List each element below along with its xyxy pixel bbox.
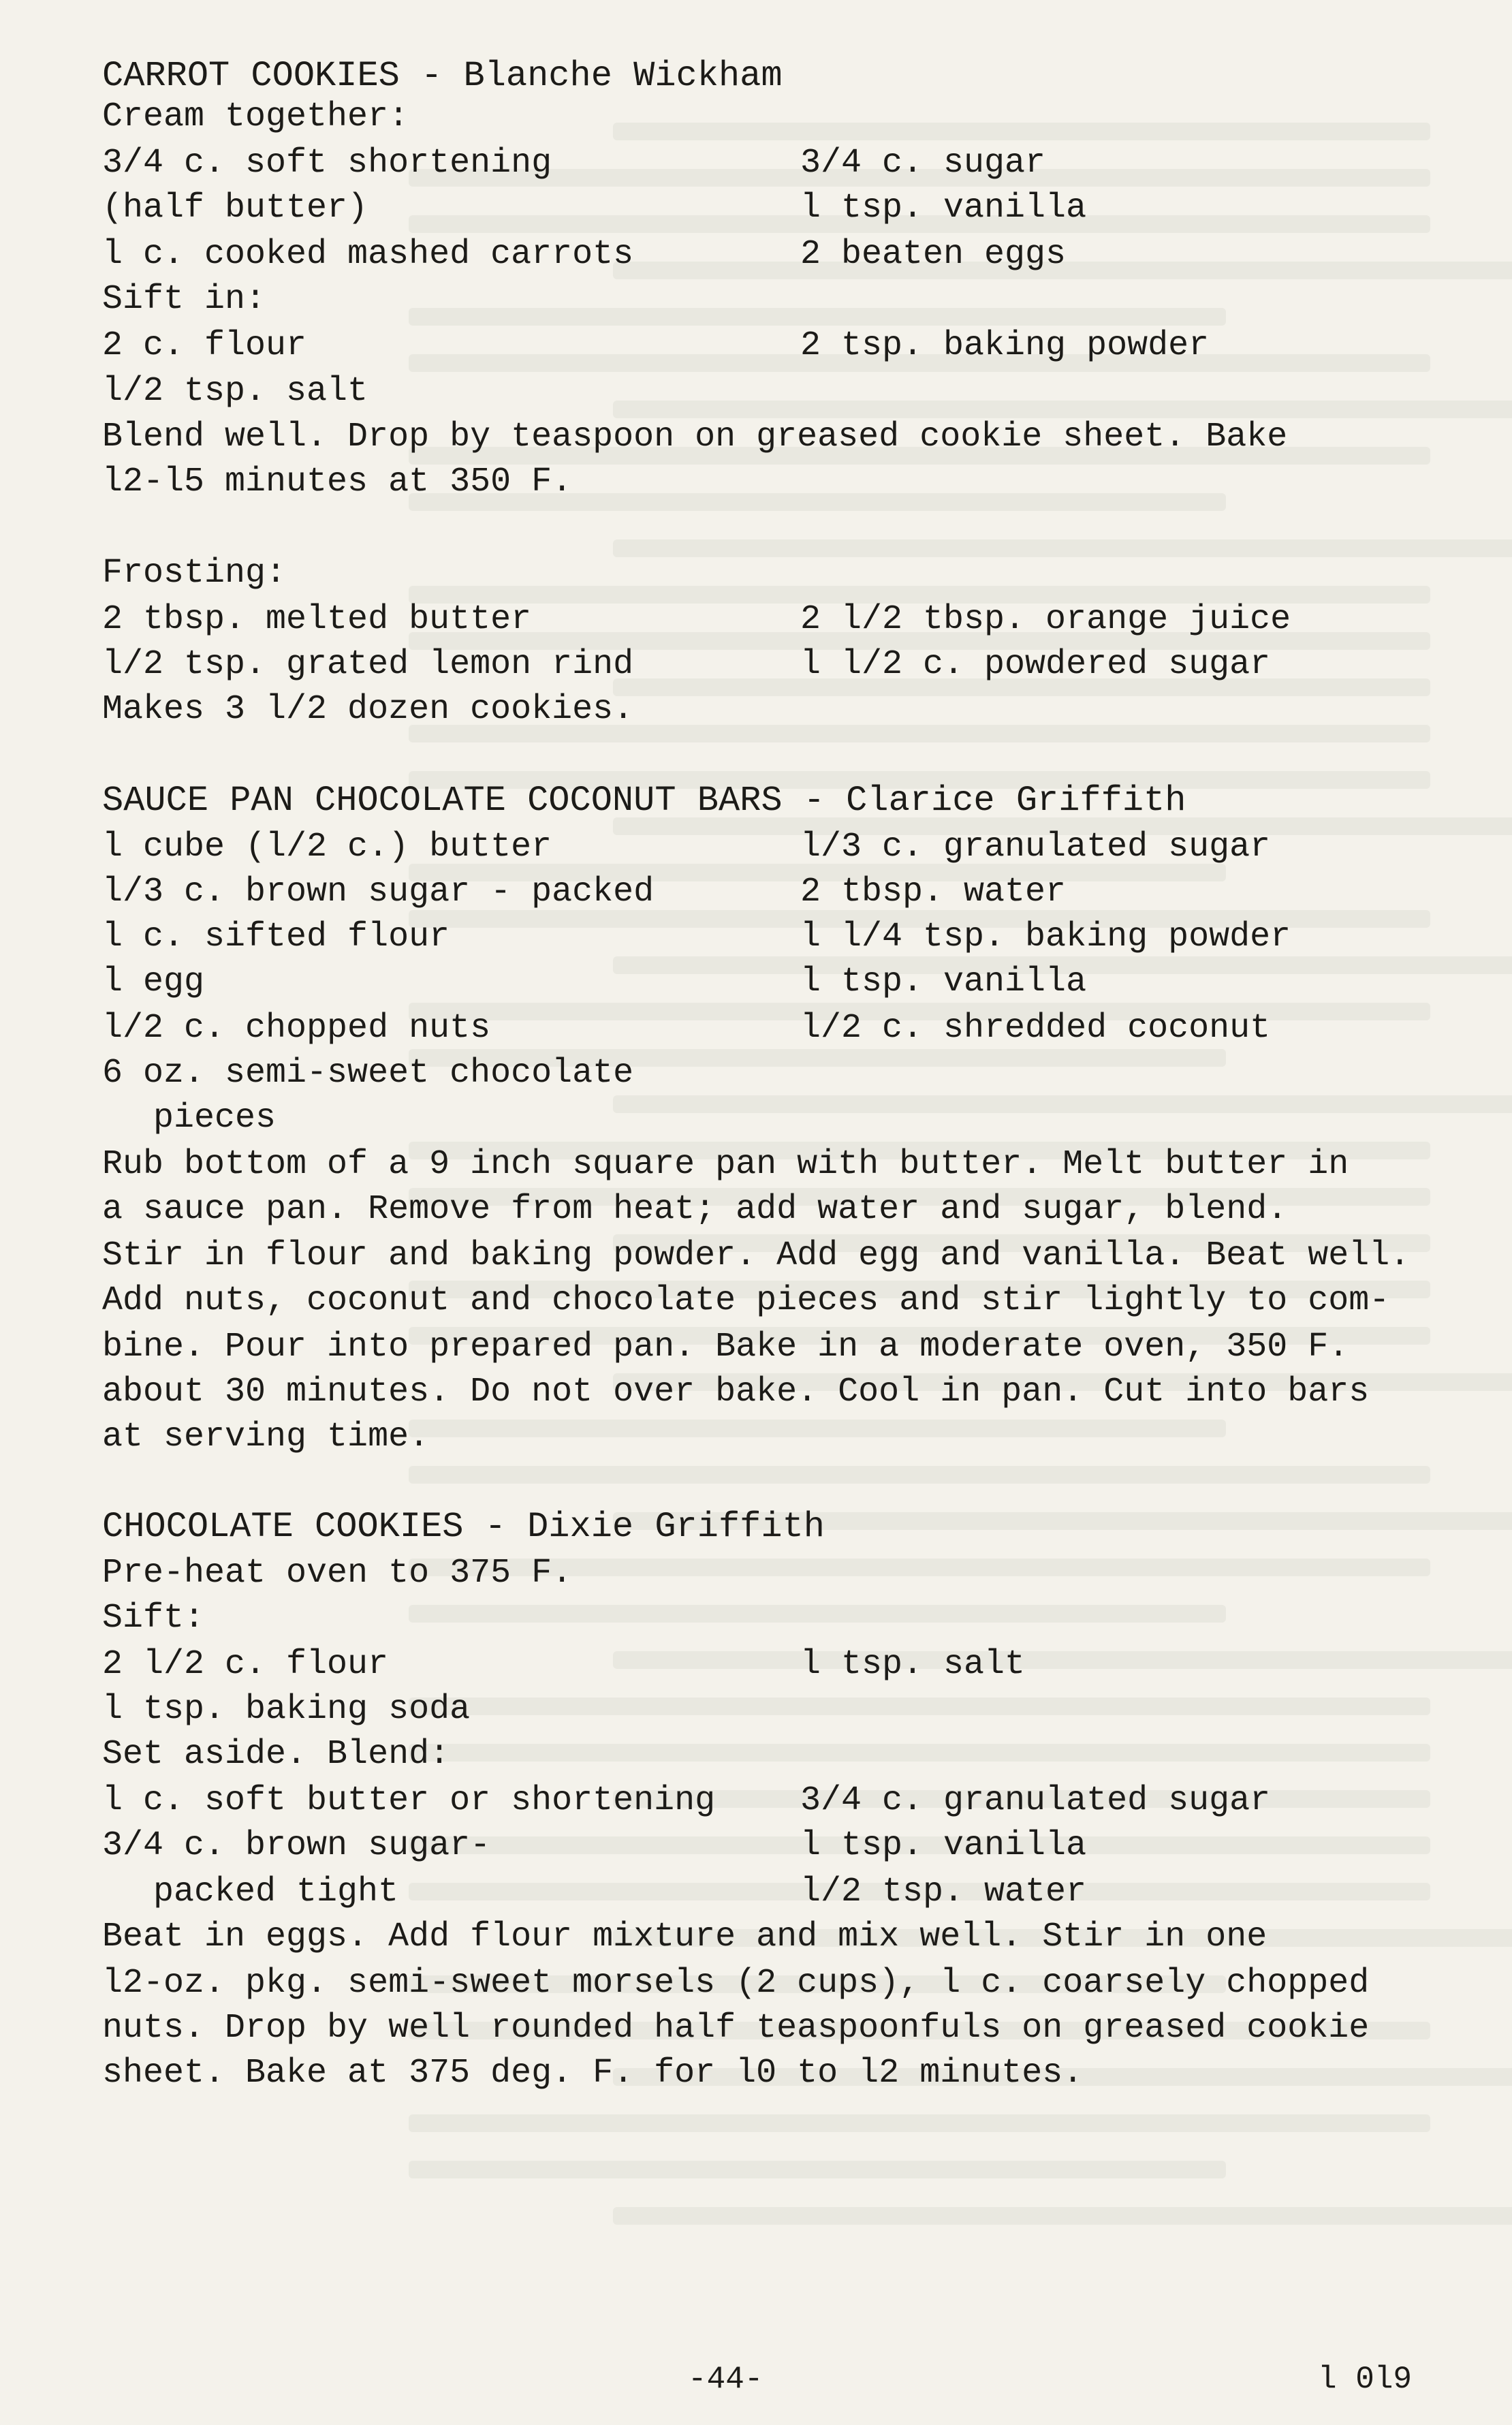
ingredient: 2 tbsp. water	[800, 873, 1067, 911]
ingredient: 2 l/2 tbsp. orange juice	[800, 600, 1291, 639]
instruction-line: Blend well. Drop by teaspoon on greased cookie sheet. Bake	[102, 418, 1288, 456]
recipe-title-coconut-bars: SAUCE PAN CHOCOLATE COCONUT BARS - Clarice Griffith	[102, 781, 1186, 821]
recipe-title-chocolate-cookies: CHOCOLATE COOKIES - Dixie Griffith	[102, 1507, 825, 1547]
recipe-text: Sift in:	[102, 280, 266, 319]
ingredient: l/2 tsp. water	[800, 1873, 1087, 1911]
ingredient: 2 beaten eggs	[800, 235, 1067, 274]
ingredient: l c. soft butter or shortening	[102, 1781, 716, 1820]
recipe-text: Set aside. Blend:	[102, 1735, 450, 1774]
ingredient: l/2 tsp. salt	[102, 372, 368, 411]
instruction-line: l2-l5 minutes at 350 F.	[102, 463, 573, 501]
ingredient: packed tight	[153, 1873, 399, 1911]
ingredient: l tsp. vanilla	[800, 189, 1087, 228]
ingredient: l/3 c. brown sugar - packed	[102, 873, 655, 911]
recipe-text: Frosting:	[102, 554, 287, 593]
ingredient: 3/4 c. soft shortening	[102, 144, 552, 183]
ingredient: l cube (l/2 c.) butter	[102, 828, 552, 866]
ingredient: 3/4 c. brown sugar-	[102, 1826, 491, 1865]
instruction-line: Rub bottom of a 9 inch square pan with butter. Melt butter in	[102, 1145, 1349, 1184]
ingredient: (half butter)	[102, 189, 368, 228]
instruction-line: sheet. Bake at 375 deg. F. for l0 to l2 minutes.	[102, 2054, 1084, 2093]
ingredient: l tsp. vanilla	[800, 963, 1087, 1001]
recipe-title-carrot-cookies: CARROT COOKIES - Blanche Wickham	[102, 56, 783, 96]
page-number: -44-	[688, 2362, 763, 2397]
ingredient: l tsp. salt	[800, 1645, 1026, 1684]
instruction-line: Stir in flour and baking powder. Add egg and vanilla. Beat well.	[102, 1236, 1411, 1275]
ingredient: 3/4 c. granulated sugar	[800, 1781, 1271, 1820]
ingredient: pieces	[153, 1099, 277, 1138]
ingredient: l/3 c. granulated sugar	[800, 828, 1271, 866]
ingredient: l tsp. baking soda	[102, 1690, 471, 1729]
ingredient: l/2 c. shredded coconut	[800, 1009, 1271, 1048]
instruction-line: a sauce pan. Remove from heat; add water and sugar, blend.	[102, 1190, 1288, 1229]
recipe-text: Makes 3 l/2 dozen cookies.	[102, 690, 634, 729]
instruction-line: about 30 minutes. Do not over bake. Cool in pan. Cut into bars	[102, 1373, 1370, 1411]
ingredient: l/2 tsp. grated lemon rind	[102, 645, 634, 684]
ingredient: 2 l/2 c. flour	[102, 1645, 389, 1684]
ingredient: 3/4 c. sugar	[800, 144, 1046, 183]
ingredient: l c. sifted flour	[102, 918, 450, 956]
ingredient: l tsp. vanilla	[800, 1826, 1087, 1865]
recipe-text: Sift:	[102, 1599, 205, 1638]
instruction-line: Add nuts, coconut and chocolate pieces and stir lightly to com-	[102, 1281, 1390, 1320]
instruction-line: at serving time.	[102, 1418, 430, 1456]
instruction-line: nuts. Drop by well rounded half teaspoonfuls on greased cookie	[102, 2009, 1370, 2048]
ingredient: l egg	[102, 963, 205, 1001]
ingredient: 2 tsp. baking powder	[800, 326, 1210, 365]
instruction-line: bine. Pour into prepared pan. Bake in a moderate oven, 350 F.	[102, 1328, 1349, 1366]
ingredient: l l/4 tsp. baking powder	[800, 918, 1291, 956]
ingredient: 6 oz. semi-sweet chocolate	[102, 1054, 634, 1093]
instruction-line: Beat in eggs. Add flour mixture and mix well. Stir in one	[102, 1918, 1267, 1956]
ingredient: l/2 c. chopped nuts	[102, 1009, 491, 1048]
ingredient: l c. cooked mashed carrots	[102, 235, 634, 274]
ingredient: 2 tbsp. melted butter	[102, 600, 532, 639]
instruction-line: l2-oz. pkg. semi-sweet morsels (2 cups), l c. coarsely chopped	[102, 1964, 1370, 2003]
print-code: l 0l9	[1318, 2362, 1413, 2397]
ingredient: 2 c. flour	[102, 326, 307, 365]
recipe-text: Pre-heat oven to 375 F.	[102, 1554, 573, 1593]
recipe-text: Cream together:	[102, 97, 409, 136]
ingredient: l l/2 c. powdered sugar	[800, 645, 1271, 684]
